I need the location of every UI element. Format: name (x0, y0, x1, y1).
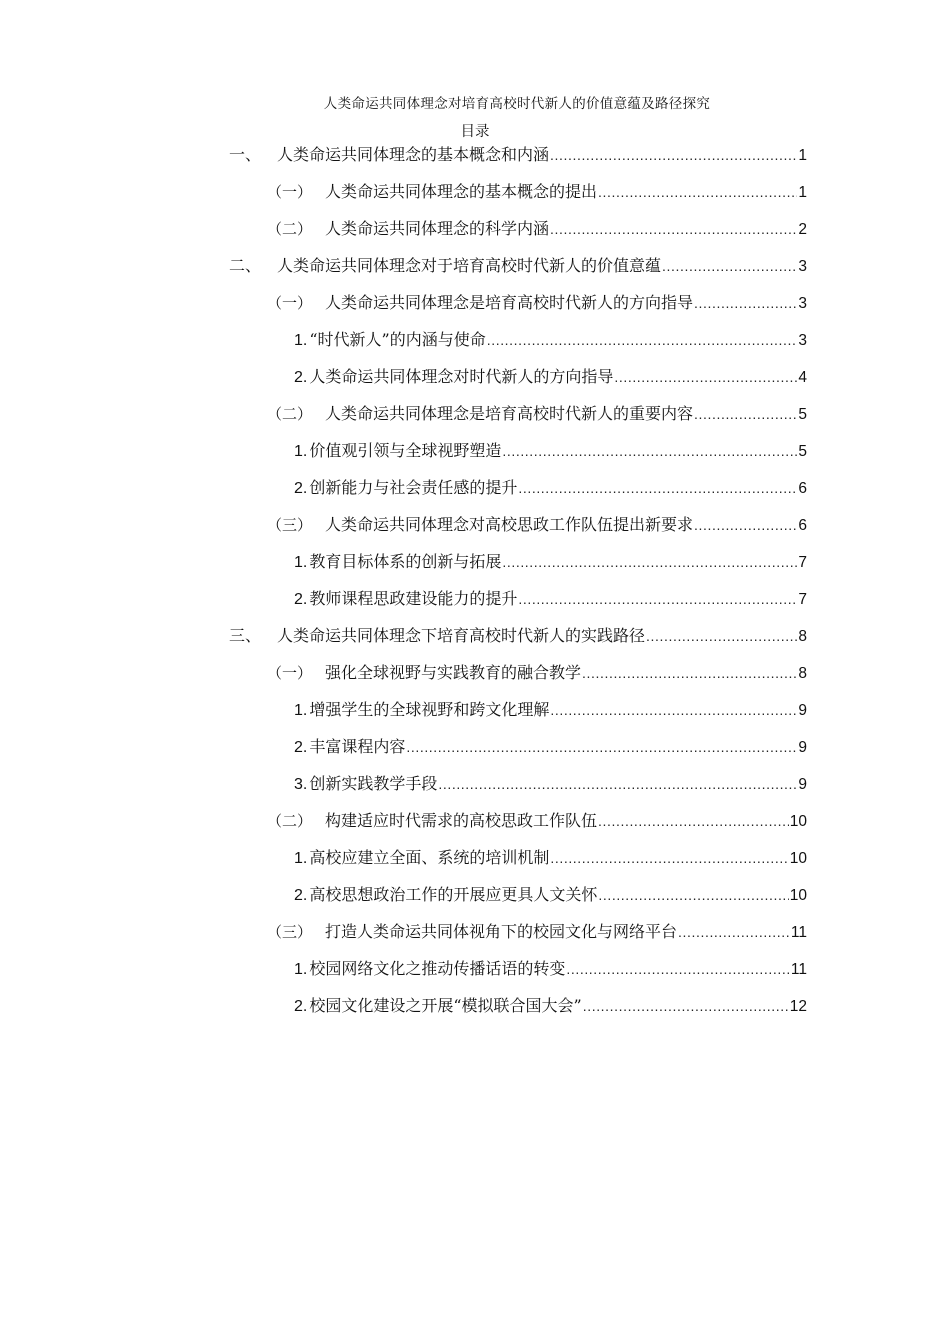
toc-entry[interactable] (267, 808, 807, 834)
toc-entry-number: （二） (267, 405, 313, 423)
toc-entry-title: 校园文化建设之开展“模拟联合国大会” (309, 996, 582, 1015)
toc-entry-number: （二） (267, 220, 313, 238)
toc-dot-leader (694, 295, 797, 311)
toc-dot-leader (582, 665, 797, 681)
toc-entry-title: 人类命运共同体理念对时代新人的方向指导 (309, 367, 614, 386)
toc-entry-number: 2. (294, 369, 308, 386)
toc-entry-page-number: 3 (798, 258, 807, 275)
toc-entry-title: 人类命运共同体理念是培育高校时代新人的重要内容 (325, 404, 694, 423)
toc-entry-page-number: 1 (798, 184, 807, 201)
toc-entry[interactable] (294, 438, 807, 464)
toc-heading: 目录 (460, 124, 490, 140)
toc-entry[interactable] (229, 253, 807, 279)
toc-entry-number: （三） (267, 923, 313, 941)
toc-entry-number: （一） (267, 294, 313, 312)
toc-entry[interactable] (294, 549, 807, 575)
toc-entry-number: （三） (267, 516, 313, 534)
toc-entry[interactable] (294, 845, 807, 871)
toc-dot-leader (678, 924, 790, 940)
toc-entry-page-number: 5 (798, 406, 807, 423)
toc-dot-leader (598, 887, 788, 903)
toc-dot-leader (694, 406, 797, 422)
toc-entry-page-number: 3 (798, 295, 807, 312)
toc-entry-title: 构建适应时代需求的高校思政工作队伍 (325, 811, 598, 830)
toc-entry-page-number: 5 (798, 443, 807, 460)
toc-entry-title: 教师课程思政建设能力的提升 (309, 589, 518, 608)
toc-entry-number: 1. (294, 554, 308, 571)
toc-entry[interactable] (294, 586, 807, 612)
toc-dot-leader (662, 258, 797, 274)
toc-entry-number: 2. (294, 591, 308, 608)
toc-dot-leader (438, 776, 797, 792)
toc-entry-page-number: 10 (789, 813, 807, 830)
toc-entry-title: 丰富课程内容 (309, 737, 406, 756)
toc-entry[interactable] (294, 771, 807, 797)
toc-entry-page-number: 2 (798, 221, 807, 238)
toc-entry-title: 教育目标体系的创新与拓展 (309, 552, 502, 571)
toc-entry[interactable] (294, 993, 807, 1019)
toc-entry-page-number: 11 (790, 924, 807, 941)
toc-entry-page-number: 9 (798, 776, 807, 793)
toc-dot-leader (502, 554, 797, 570)
toc-dot-leader (502, 443, 797, 459)
toc-entry[interactable] (267, 216, 807, 242)
toc-entry-title: 增强学生的全球视野和跨文化理解 (309, 700, 550, 719)
toc-entry-title: 人类命运共同体理念对于培育高校时代新人的价值意蕴 (277, 256, 662, 275)
toc-entry-page-number: 6 (798, 480, 807, 497)
toc-entry-number: 3. (294, 776, 308, 793)
toc-entry-title: 人类命运共同体理念的基本概念和内涵 (277, 145, 550, 164)
toc-entry-page-number: 8 (798, 628, 807, 645)
toc-entry-number: （一） (267, 183, 313, 201)
toc-entry-number: 二、 (229, 256, 262, 275)
toc-entry[interactable] (294, 364, 807, 390)
toc-entry-page-number: 9 (798, 702, 807, 719)
toc-entry-title: 人类命运共同体理念对高校思政工作队伍提出新要求 (325, 515, 694, 534)
toc-dot-leader (487, 332, 798, 348)
toc-entry-page-number: 4 (798, 369, 807, 386)
toc-entry-number: 1. (294, 850, 308, 867)
toc-entry-number: （一） (267, 664, 313, 682)
toc-entry[interactable] (229, 142, 807, 168)
toc-entry-number: 1. (294, 702, 308, 719)
toc-entry-title: 创新实践教学手段 (309, 774, 438, 793)
toc-dot-leader (566, 961, 790, 977)
toc-entry-title: “时代新人”的内涵与使命 (309, 330, 486, 349)
toc-entry[interactable] (267, 290, 807, 316)
toc-dot-leader (598, 184, 797, 200)
toc-dot-leader (550, 850, 788, 866)
toc-entry-page-number: 9 (798, 739, 807, 756)
toc-entry-number: 一、 (229, 145, 262, 164)
toc-entry-title: 打造人类命运共同体视角下的校园文化与网络平台 (325, 922, 678, 941)
toc-entry[interactable] (294, 327, 807, 353)
toc-dot-leader (406, 739, 797, 755)
toc-entry-title: 创新能力与社会责任感的提升 (309, 478, 518, 497)
toc-entry-page-number: 7 (798, 591, 807, 608)
toc-entry-number: 1. (294, 332, 308, 349)
toc-dot-leader (550, 147, 797, 163)
toc-entry[interactable] (267, 660, 807, 686)
toc-dot-leader (518, 480, 797, 496)
toc-entry-title: 人类命运共同体理念的科学内涵 (325, 219, 550, 238)
toc-entry-page-number: 8 (798, 665, 807, 682)
toc-entry-page-number: 12 (789, 998, 807, 1015)
toc-entry-title: 人类命运共同体理念下培育高校时代新人的实践路径 (277, 626, 646, 645)
toc-entry-title: 价值观引领与全球视野塑造 (309, 441, 502, 460)
toc-entry[interactable] (267, 401, 807, 427)
toc-entry-number: 1. (294, 443, 308, 460)
toc-entry-number: 三、 (229, 626, 262, 645)
toc-dot-leader (598, 813, 789, 829)
toc-dot-leader (614, 369, 797, 385)
toc-entry[interactable] (267, 179, 807, 205)
toc-entry-number: 2. (294, 887, 308, 904)
toc-entry-page-number: 10 (789, 850, 807, 867)
toc-entry[interactable] (294, 956, 807, 982)
toc-entry-page-number: 6 (798, 517, 807, 534)
toc-dot-leader (694, 517, 797, 533)
document-title: 人类命运共同体理念对培育高校时代新人的价值意蕴及路径探究 (323, 96, 711, 112)
toc-entry-number: 1. (294, 961, 308, 978)
toc-entry[interactable] (294, 697, 807, 723)
toc-entry-title: 人类命运共同体理念是培育高校时代新人的方向指导 (325, 293, 694, 312)
toc-entry-number: 2. (294, 998, 308, 1015)
toc-entry-title: 强化全球视野与实践教育的融合教学 (325, 663, 582, 682)
toc-dot-leader (583, 998, 789, 1014)
toc-entry[interactable] (267, 512, 807, 538)
toc-entry-page-number: 7 (798, 554, 807, 571)
toc-entry-number: 2. (294, 739, 308, 756)
toc-entry[interactable] (267, 919, 807, 945)
toc-entry-title: 校园网络文化之推动传播话语的转变 (309, 959, 566, 978)
toc-entry-page-number: 3 (798, 332, 807, 349)
toc-entry-title: 高校思想政治工作的开展应更具人文关怀 (309, 885, 598, 904)
toc-dot-leader (550, 702, 797, 718)
toc-entry-title: 高校应建立全面、系统的培训机制 (309, 848, 550, 867)
toc-entry-number: 2. (294, 480, 308, 497)
toc-entry-title: 人类命运共同体理念的基本概念的提出 (325, 182, 598, 201)
toc-entry-page-number: 11 (790, 961, 807, 978)
toc-dot-leader (646, 628, 797, 644)
toc-entry[interactable] (294, 734, 807, 760)
toc-entry[interactable] (294, 882, 807, 908)
toc-dot-leader (550, 221, 797, 237)
toc-entry[interactable] (294, 475, 807, 501)
toc-entry-page-number: 10 (789, 887, 807, 904)
toc-entry-number: （二） (267, 812, 313, 830)
toc-dot-leader (518, 591, 797, 607)
toc-entry-page-number: 1 (798, 147, 807, 164)
toc-entry[interactable] (229, 623, 807, 649)
